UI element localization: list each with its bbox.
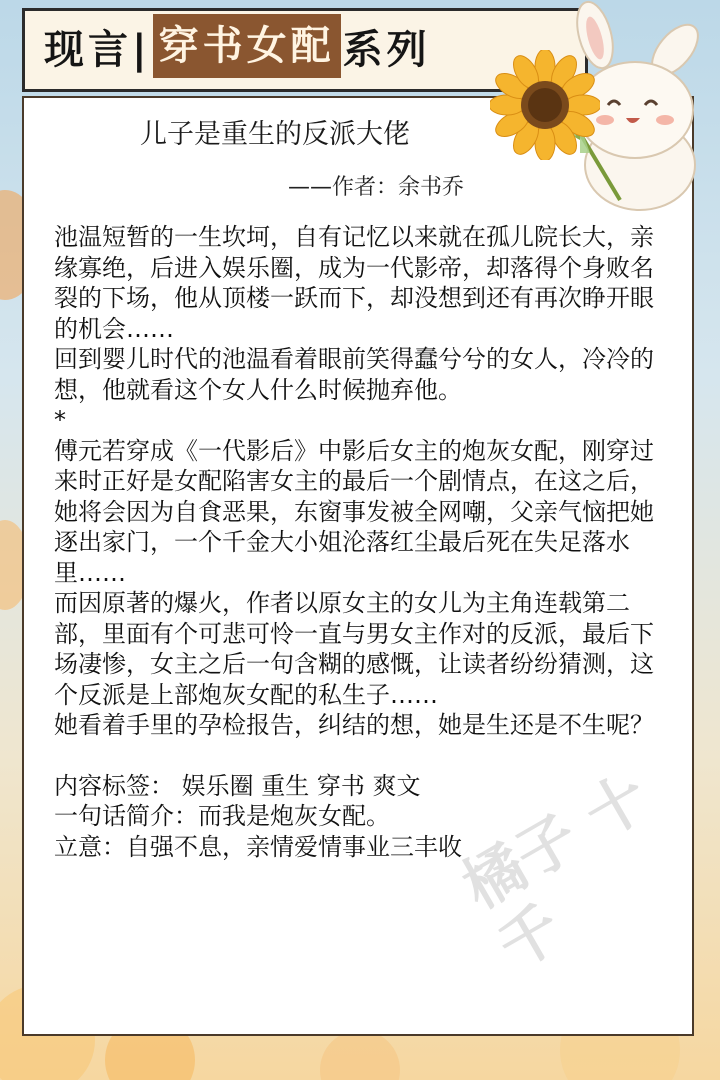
series-header (44, 14, 431, 78)
series-highlight: 穿书女配 (153, 14, 341, 78)
book-theme: 立意：自强不息，亲情爱情事业三丰收 (54, 832, 462, 861)
content-tags: 内容标签： 娱乐圈 重生 穿书 爽文 (54, 771, 421, 800)
series-suffix: 系列 (342, 26, 431, 73)
sunflower-icon (490, 50, 600, 160)
one-line-summary: 一句话简介：而我是炮灰女配。 (54, 802, 390, 830)
synopsis-paragraph: 傅元若穿成《一代影后》中影后女主的炮灰女配，刚穿过来时正好是女配陷害女主的最后一个剧情点，在这之后，她将会因为自食恶果，东窗事发被全网嘲，父亲气恼把她逐出家门，一个千金大小姐沦落红尘最后死在失足落水里…… (54, 436, 654, 587)
synopsis (54, 222, 674, 862)
synopsis-paragraph: 而因原著的爆火，作者以原女主的女儿为主角连载第二部，里面有个可悲可怜一直与男女主作对的反派，最后下场凄惨，女主之后一句含糊的感慨，让读者纷纷猜测，这个反派是上部炮灰女配的私生子…… (54, 589, 654, 709)
series-prefix: 现言| (44, 26, 151, 73)
book-title: 儿子是重生的反派大佬 (140, 119, 410, 150)
synopsis-paragraph: 池温短暂的一生坎坷，自有记忆以来就在孤儿院长大，亲缘寡绝，后进入娱乐圈，成为一代影帝，却落得个身败名裂的下场，他从顶楼一跃而下，却没想到还有再次睁开眼的机会…… (54, 223, 654, 343)
synopsis-paragraph: 回到婴儿时代的池温看着眼前笑得蠢兮兮的女人，冷冷的想，他就看这个女人什么时候抛弃他。 (54, 345, 654, 404)
watermark: 橘子 ⼗ 千 (451, 761, 661, 984)
synopsis-paragraph: 她看着手里的孕检报告，纠结的想，她是生还是不生呢？ (54, 711, 654, 739)
synopsis-separator: * (54, 406, 66, 434)
book-author: ——作者：余书乔 (288, 175, 465, 200)
